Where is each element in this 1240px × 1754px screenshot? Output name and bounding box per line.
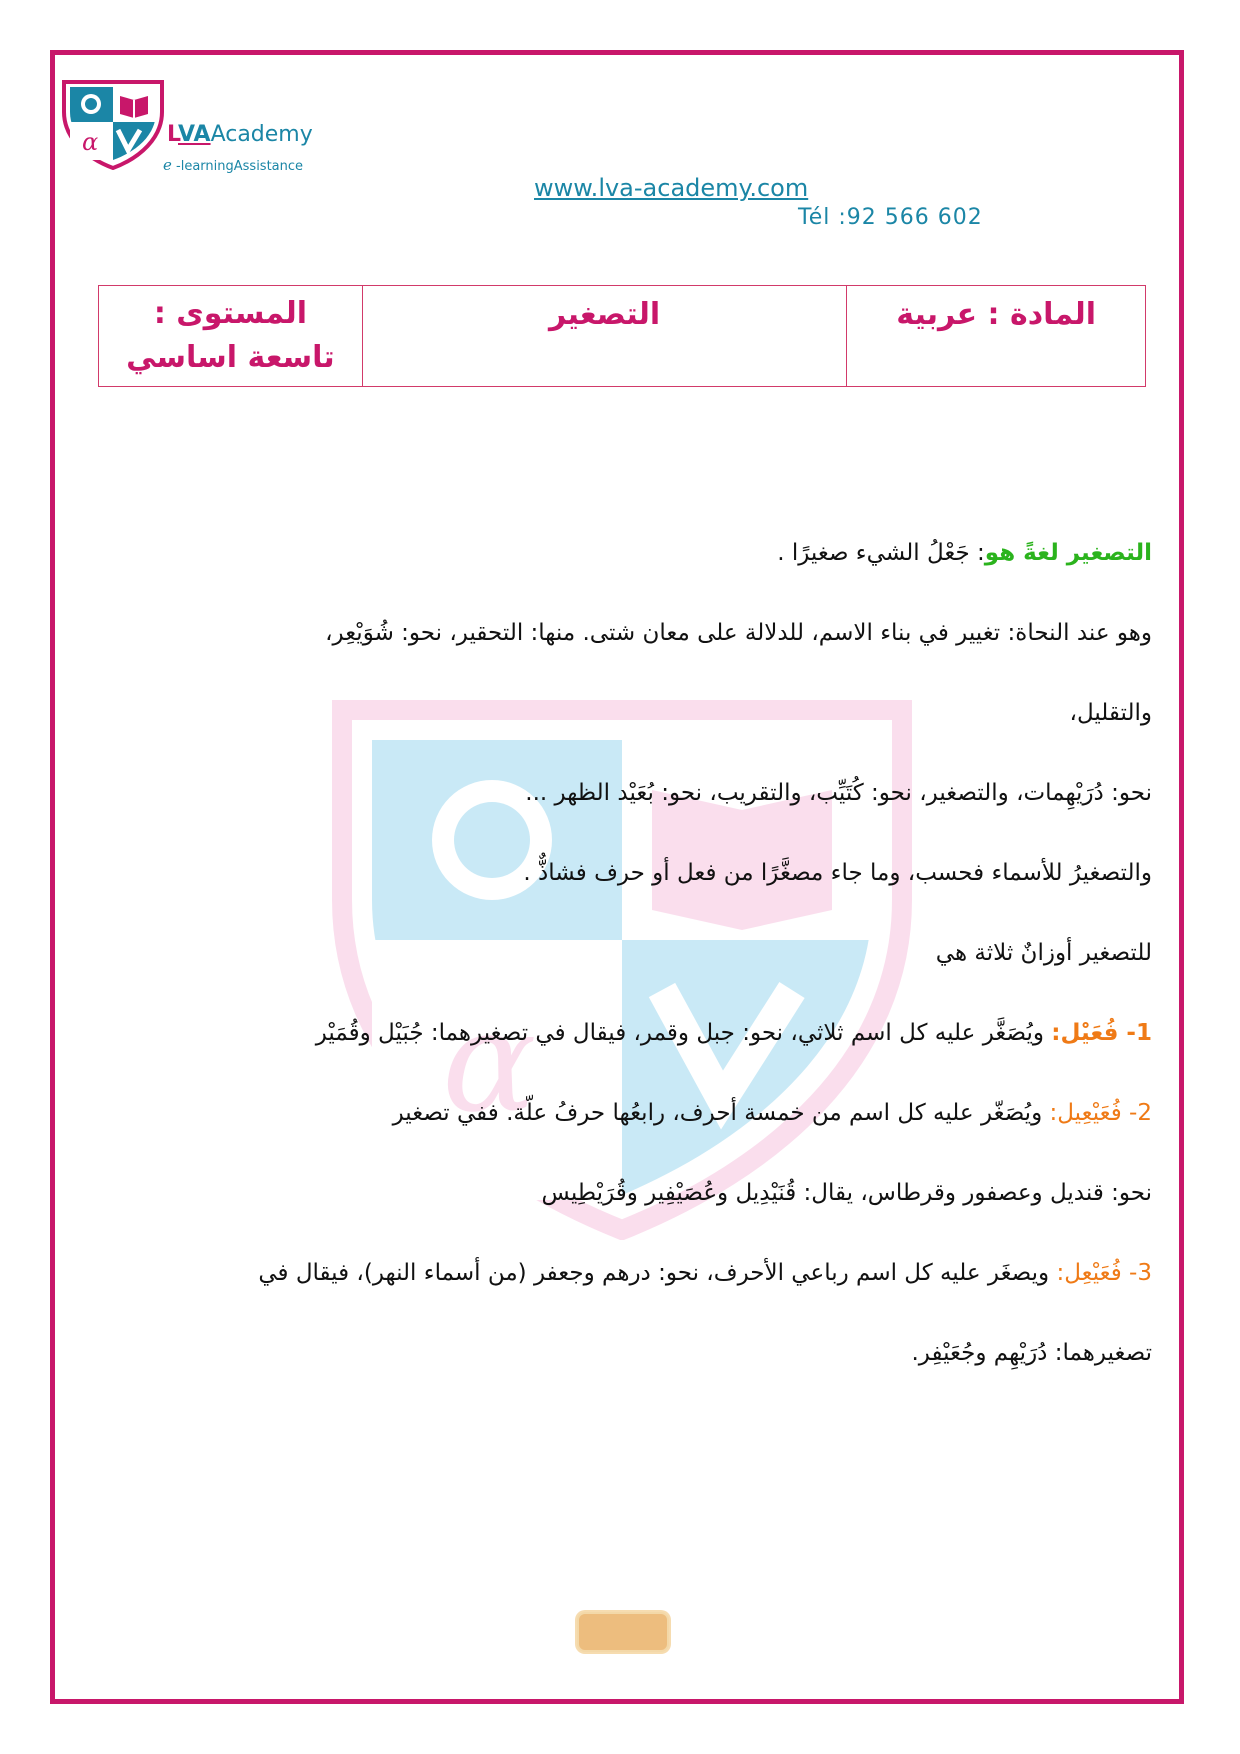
subject-cell: المادة : عربية	[847, 286, 1146, 387]
paragraph-line: وهو عند النحاة: تغيير في بناء الاسم، للدلالة على معان شتى. منها: التحقير، نحو: شُوَيْعِر،	[325, 620, 1152, 646]
page-number-tab	[577, 1612, 669, 1652]
pattern-2	[112, 1080, 1152, 1160]
pattern-3-text: ويصغَر عليه كل اسم رباعي الأحرف، نحو: درهم وجعفر (من أسماء النهر)، فيقال في	[258, 1260, 1057, 1286]
pattern-2-text: ويُصَغّر عليه كل اسم من خمسة أحرف، رابعُها حرفُ علّة. ففي تصغير	[392, 1100, 1050, 1126]
telephone: Tél :92 566 602	[798, 205, 983, 230]
lesson-info-table	[98, 285, 1146, 387]
pattern-1-text: ويُصَغَّر عليه كل اسم ثلاثي، نحو: جبل وقمر، فيقال في تصغيرهما: جُبَيْل وقُمَيْر	[315, 1020, 1052, 1046]
definition-text: : جَعْلُ الشيء صغيرًا .	[777, 540, 985, 566]
paragraph-line: والتقليل،	[1069, 700, 1152, 726]
definition-label: التصغير لغةً هو	[984, 540, 1152, 566]
pattern-1-label: 1- فُعَيْل:	[1051, 1020, 1152, 1046]
pattern-2-label: 2- فُعَيْعِيل:	[1049, 1100, 1152, 1126]
svg-text:α: α	[442, 981, 537, 1144]
level-cell: المستوى : تاسعة اساسي	[99, 286, 363, 387]
brand-name: LVAAcademy	[167, 122, 313, 147]
paragraph-line: والتصغيرُ للأسماء فحسب، وما جاء مصغَّرًا من فعل أو حرف فشاذٌّ .	[523, 860, 1152, 886]
pattern-3-label: 3- فُعَيْعِل:	[1056, 1260, 1152, 1286]
pattern-1	[112, 1000, 1152, 1080]
svg-text:α: α	[82, 128, 99, 156]
topic-cell: التصغير	[362, 286, 846, 387]
pattern-3	[112, 1240, 1152, 1320]
definition-line	[112, 520, 1152, 600]
paragraph-line: نحو: قنديل وعصفور وقرطاس، يقال: قُنَيْدِيل وعُصَيْفِير وقُرَيْطِيس	[541, 1180, 1152, 1206]
website-link[interactable]: www.lva-academy.com	[534, 174, 809, 202]
paragraph-line: تصغيرهما: دُرَيْهِم وجُعَيْفِر.	[911, 1340, 1152, 1366]
paragraph-line: للتصغير أوزانٌ ثلاثة هي	[935, 940, 1152, 966]
lva-academy-logo	[58, 78, 168, 170]
paragraph-line: نحو: دُرَيْهِمات، والتصغير، نحو: كُتَيِّب، والتقريب، نحو: بُعَيْد الظهر ...	[525, 780, 1152, 806]
lesson-content	[112, 520, 1152, 1400]
brand-tagline: e -learningAssistance	[163, 156, 304, 174]
